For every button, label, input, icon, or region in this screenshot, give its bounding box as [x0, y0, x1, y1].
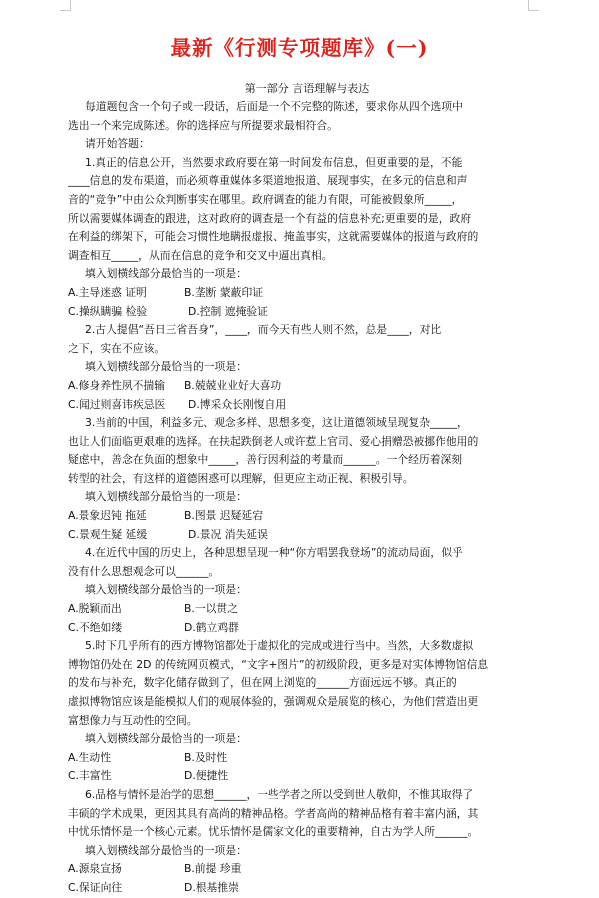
- option-b: B.图景 迟疑延宕: [184, 509, 264, 523]
- question-text-line: 5.时下几乎所有的西方博物馆都处于虚拟化的完成或进行当中。当然，大多数虚拟: [85, 639, 474, 653]
- question-2: [68, 321, 546, 414]
- option-row: [68, 749, 546, 768]
- question-text-line: 所以需要媒体调查的跟进，这对政府的调查是一个有益的信息补充;更重要的是，政府: [68, 211, 472, 225]
- section-heading: 第一部分 言语理解与表达: [244, 82, 370, 95]
- question-text-line: 3.当前的中国，利益多元、观念多样、思想多变，这让道德领域呈现复杂_____，: [85, 416, 468, 430]
- option-d: D.鹤立鸡群: [184, 620, 239, 634]
- question-text-line: 也让人们面临更艰难的选择。在扶起跌倒老人或许惹上官司、爱心捐赠恐被挪作他用的: [68, 434, 479, 448]
- question-5: [68, 637, 546, 786]
- option-d: D.便捷性: [184, 769, 229, 783]
- question-text-line: 6.品格与情怀是治学的思想______，一些学者之所以受到世人敬仰，不惟其取得了: [85, 787, 474, 801]
- question-prompt: 填入划横线部分最恰当的一项是：: [85, 267, 247, 281]
- question-prompt: 填入划横线部分最恰当的一项是：: [85, 732, 247, 746]
- intro-line: 请开始答题：: [85, 137, 150, 151]
- option-b: B.一以贯之: [184, 602, 239, 616]
- option-row: [68, 879, 546, 898]
- option-row: [68, 526, 546, 545]
- option-a: A.主导迷惑 证明: [68, 285, 147, 299]
- option-d: D.博采众长刚愎自用: [188, 397, 287, 411]
- option-a: A.景象迟钝 拖延: [68, 509, 147, 523]
- question-text-line: 虚拟博物馆应该是能模拟人们的观展体验的，强调观众是展览的核心，为他们营造出更: [68, 695, 479, 708]
- option-a: A.生动性: [68, 750, 112, 764]
- question-text-line: 1.真正的信息公开，当然要求政府要在第一时间发布信息，但更重要的是，不能: [85, 155, 463, 169]
- question-1: [68, 154, 546, 321]
- option-b: B.及时性: [184, 750, 228, 764]
- question-prompt: 填入划横线部分最恰当的一项是：: [85, 490, 247, 504]
- option-c: C.闻过则喜讳疾忌医: [68, 397, 166, 411]
- option-row: [68, 860, 546, 879]
- option-a: A.源泉宣扬: [68, 862, 122, 876]
- option-b: B.前提 珍重: [184, 862, 242, 876]
- option-a: A.脱颖而出: [68, 602, 122, 616]
- option-b: B.垄断 蒙蔽印证: [184, 285, 264, 299]
- intro-line: 每道题包含一个句子或一段话，后面是一个不完整的陈述，要求你从四个选项中: [85, 100, 463, 113]
- option-row: [68, 619, 546, 638]
- option-c: C.保证向往: [68, 880, 123, 894]
- question-text-line: 博物馆仍处在 2D 的传统网页模式，“文字+图片”的初级阶段，更多是对实体博物馆信息: [68, 657, 489, 671]
- question-prompt: 填入划横线部分最恰当的一项是：: [85, 843, 247, 857]
- page-corner-mark: [60, 0, 71, 11]
- question-prompt: 填入划横线部分最恰当的一项是：: [85, 583, 247, 597]
- question-text-line: 音的“竞争”中由公众判断事实在哪里。政府调查的能力有限，可能被假象所_____，: [68, 192, 463, 206]
- question-prompt: 填入划横线部分最恰当的一项是：: [85, 360, 247, 374]
- option-d: D.根基推崇: [184, 880, 239, 894]
- question-3: [68, 414, 546, 544]
- option-b: B.兢兢业业好大喜功: [184, 378, 282, 392]
- option-row: [68, 600, 546, 619]
- question-text-line: 丰硕的学术成果，更因其具有高尚的精神品格。学者高尚的精神品格有着丰富内涵，其: [68, 806, 479, 820]
- question-text-line: 没有什么思想观念可以______。: [68, 564, 220, 578]
- option-d: D.景况 消失延误: [188, 527, 268, 541]
- option-c: C.不绝如缕: [68, 620, 123, 634]
- option-row: [68, 303, 546, 322]
- document-body: [68, 80, 546, 898]
- document-title: 最新《行测专项题库》(一): [170, 36, 429, 60]
- option-row: [68, 396, 546, 415]
- intro-line: 选出一个来完成陈述。你的选择应与所提要求最相符合。: [68, 118, 338, 132]
- option-c: C.景观生疑 延缓: [68, 527, 148, 541]
- question-text-line: 2.古人提倡“吾日三省吾身”，____，而今天有些人则不然，总是____，对比: [85, 323, 442, 337]
- option-c: C.操纵瞒骗 检验: [68, 304, 148, 318]
- option-row: [68, 767, 546, 786]
- option-row: [68, 377, 546, 396]
- option-d: D.控制 遮掩验证: [188, 304, 268, 318]
- option-row: [68, 507, 546, 526]
- page-corner-mark: [528, 0, 539, 11]
- option-c: C.丰富性: [68, 769, 112, 783]
- question-text-line: 之下，实在不应该。: [68, 341, 166, 355]
- option-a: A.修身养性夙不揣输: [68, 378, 166, 392]
- question-text-line: 调查相互_____，从而在信息的竞争和交叉中逼出真相。: [68, 248, 333, 262]
- question-6: [68, 786, 546, 898]
- question-text-line: 富想像力与互动性的空间。: [68, 713, 198, 727]
- question-text-line: 中忧乐情怀是一个核心元素。忧乐情怀是儒家文化的重要精神，自古为学人所______。: [68, 825, 479, 839]
- question-text-line: 的发布与补充，数字化储存做到了，但在网上浏览的______方面远远不够。真正的: [68, 676, 457, 690]
- question-text-line: 转型的社会，有这样的道德困惑可以理解，但更应主动正视、积极引导。: [68, 471, 414, 485]
- question-text-line: 在利益的绑架下，可能会习惯性地瞒报虚报、掩盖事实，这就需要媒体的报道与政府的: [68, 230, 479, 244]
- question-text-line: ____信息的发布渠道，而必须尊重媒体多渠道地报道、展现事实，在多元的信息和声: [68, 174, 468, 188]
- question-text-line: 疑虑中，善念在负面的想象中_____，善行因利益的考量而______。一个经历着深刻: [68, 453, 463, 467]
- option-row: [68, 284, 546, 303]
- question-4: [68, 544, 546, 637]
- question-text-line: 4.在近代中国的历史上，各种思想呈现一种“你方唱罢我登场”的流动局面，似乎: [85, 546, 463, 560]
